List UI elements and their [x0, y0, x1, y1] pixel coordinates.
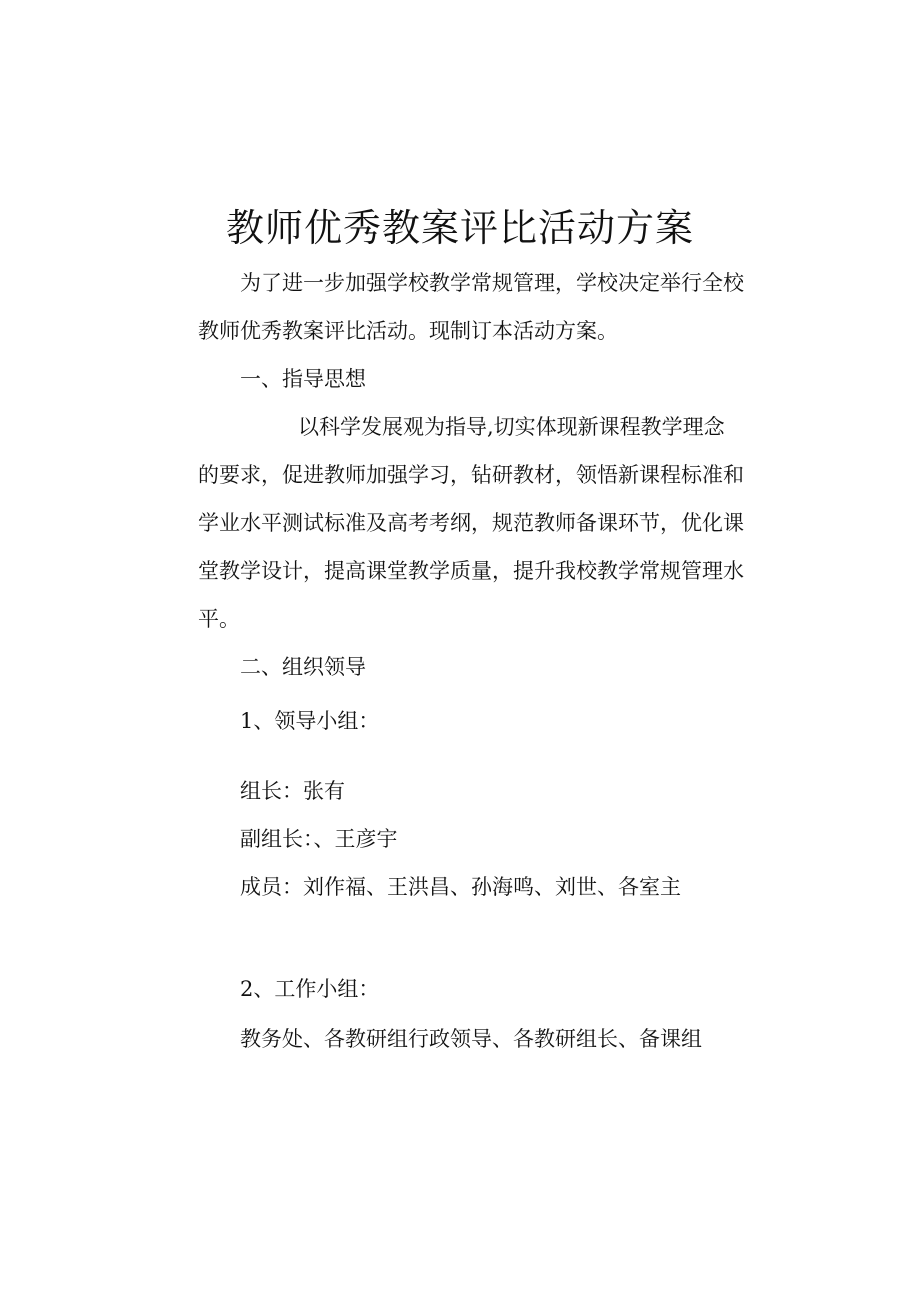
- intro-line-1: 为了进一步加强学校教学常规管理，学校决定举行全校: [240, 271, 744, 295]
- group2-members: 教务处、各教研组行政领导、各教研组长、备课组: [240, 1027, 702, 1051]
- group1-members: 成员：刘作福、王洪昌、孙海鸣、刘世、各室主: [240, 875, 681, 899]
- intro-line-2: 教师优秀教案评比活动。现制订本活动方案。: [198, 319, 618, 343]
- group1-deputy: 副组长：、王彦宇: [240, 827, 398, 851]
- group1-leader: 组长：张有: [240, 779, 345, 803]
- group1-heading: 1、领导小组：: [240, 709, 380, 733]
- section1-line-2: 的要求，促进教师加强学习，钻研教材，领悟新课程标准和: [198, 463, 744, 487]
- group2-heading: 2、工作小组：: [240, 977, 380, 1001]
- document-title: 教师优秀教案评比活动方案: [225, 206, 694, 250]
- section1-line-3: 学业水平测试标准及高考考纲，规范教师备课环节，优化课: [198, 511, 744, 535]
- section1-line-1: 以科学发展观为指导,切实体现新课程教学理念: [298, 415, 725, 439]
- section1-line-4: 堂教学设计，提高课堂教学质量，提升我校教学常规管理水: [198, 559, 744, 583]
- section2-heading: 二、组织领导: [240, 655, 366, 679]
- section1-line-5: 平。: [198, 607, 240, 631]
- section1-heading: 一、指导思想: [240, 367, 366, 391]
